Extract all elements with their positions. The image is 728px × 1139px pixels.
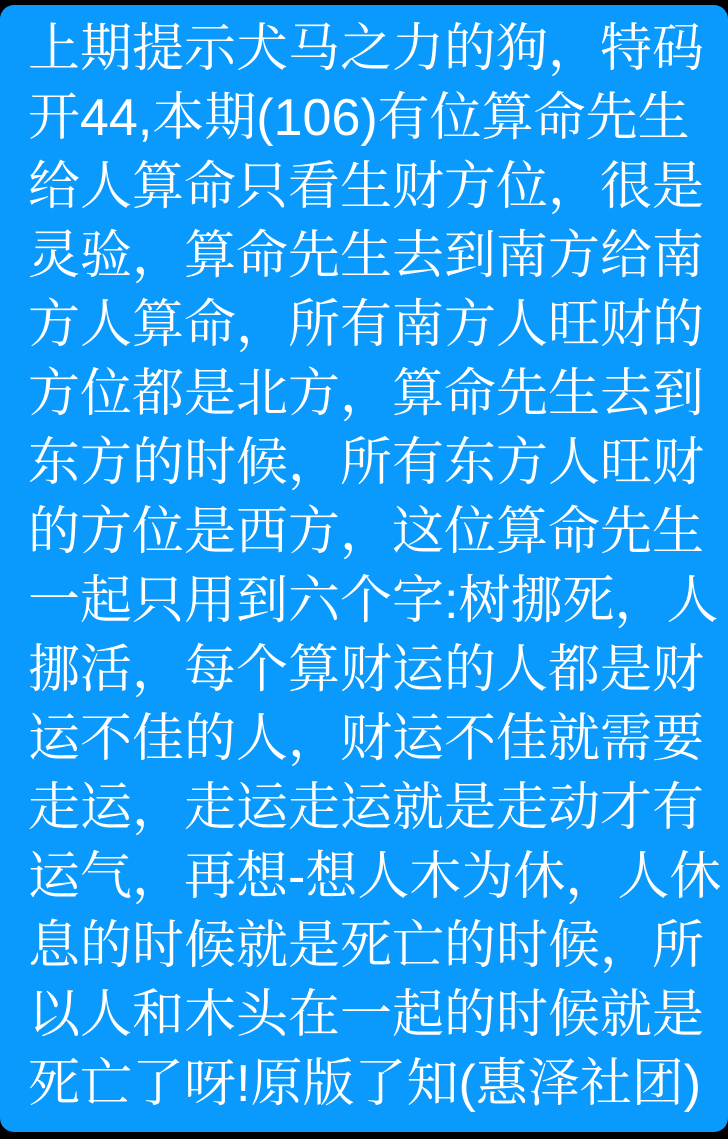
- text-line: 运气，再想-想人木为休，人休: [28, 848, 722, 906]
- paragraph: [0, 5, 728, 1119]
- text-line: 运不佳的人，财运不佳就需要: [28, 710, 705, 768]
- text-line: 方人算命，所有南方人旺财的: [28, 296, 705, 354]
- text-line: 灵验，算命先生去到南方给南: [28, 227, 705, 285]
- text-line: 以人和木头在一起的时候就是: [28, 986, 705, 1044]
- text-line: 息的时候就是死亡的时候，所: [28, 917, 705, 975]
- text-line: 上期提示犬马之力的狗，特码: [28, 20, 705, 78]
- text-line: 的方位是西方，这位算命先生: [28, 503, 705, 561]
- text-line: 死亡了呀!原版了知(惠泽社团): [28, 1055, 702, 1113]
- text-panel: [0, 5, 728, 1132]
- text-line: 开44,本期(106)有位算命先生: [28, 89, 690, 147]
- text-line: 一起只用到六个字:树挪死，人: [28, 572, 719, 630]
- text-line: 挪活，每个算财运的人都是财: [28, 641, 705, 699]
- text-line: 走运，走运走运就是走动才有: [28, 779, 705, 837]
- text-line: 方位都是北方，算命先生去到: [28, 365, 705, 423]
- text-line: 东方的时候，所有东方人旺财: [28, 434, 705, 492]
- text-line: 给人算命只看生财方位，很是: [28, 158, 705, 216]
